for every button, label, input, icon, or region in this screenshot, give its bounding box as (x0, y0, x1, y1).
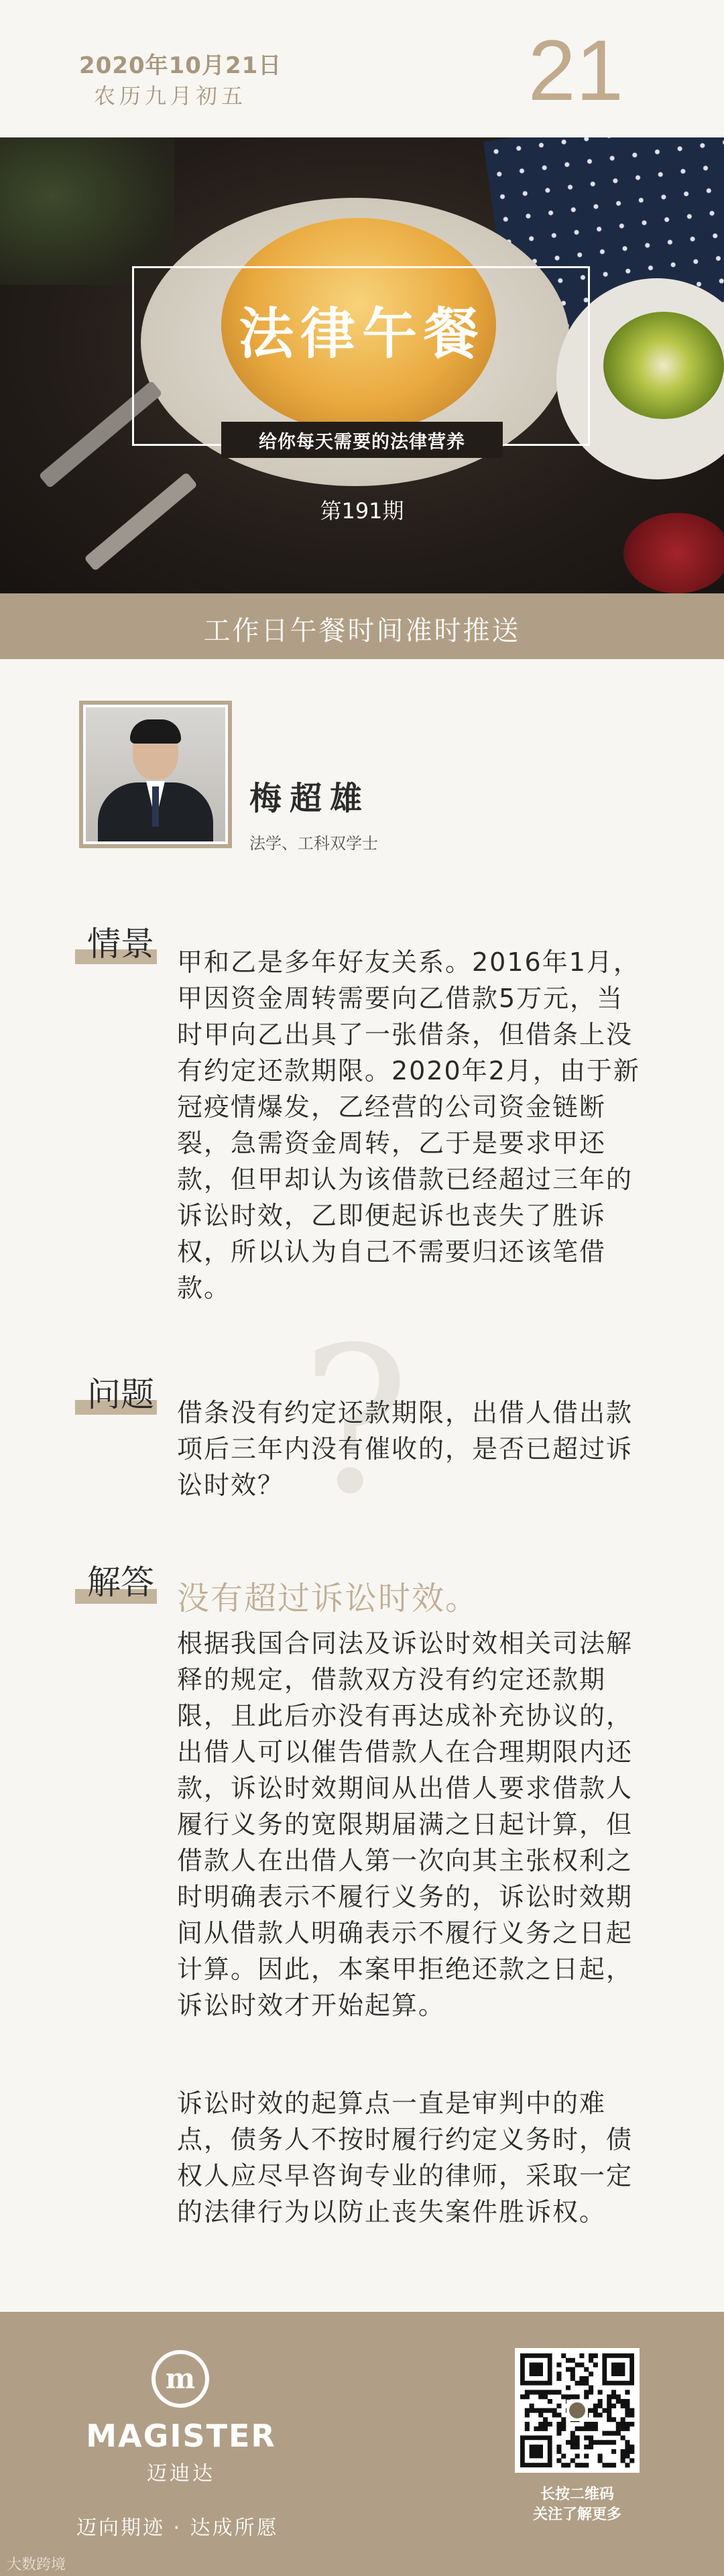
date-text: 2020年10月21日 (79, 52, 282, 79)
qr-caption (489, 2485, 665, 2525)
qr-code[interactable] (515, 2348, 640, 2473)
avatar-tie (152, 786, 159, 827)
avatar (86, 707, 225, 841)
watermark-text: 大数跨境 (7, 2557, 66, 2573)
qr-caption-line-2: 关注了解更多 (532, 2506, 621, 2523)
question-text: 借条没有约定还款期限，出借人借出款项后三年内没有催收的，是否已超过诉讼时效？ (177, 1398, 634, 1500)
hero-banner (0, 137, 724, 593)
brand-slogan: 迈向期迹 · 达成所愿 (76, 2516, 279, 2540)
author-title: 法学、工科双学士 (249, 834, 378, 853)
scenario-text: 甲和乙是多年好友关系。2016年1月，甲因资金周转需要向乙借款5万元，当时甲向乙出具了一张借条，但借条上没有约定还款期限。2020年2月，由于新冠疫情爆发，乙经营的公司资金链断裂，急需资金周转，乙于是要求甲还款，但甲却认为该借款已经超过三年的诉讼时效，乙即便起诉也丧失了胜诉权，所以认为自己不需要归还该笔借款。 (177, 947, 640, 1303)
answer-headline: 没有超过诉讼时效。 (177, 1580, 479, 1617)
question-mark-decor: ? (302, 1304, 410, 1538)
qr-code-icon (515, 2348, 640, 2473)
date-header (0, 0, 724, 137)
brand-name: MAGISTER (86, 2418, 276, 2454)
hero-title: 法律午餐 (238, 302, 485, 366)
issue-number: 第191期 (320, 498, 404, 524)
logo-letter: m (165, 2362, 196, 2395)
scenario-label: 情景 (87, 925, 154, 963)
leaves-decor (0, 137, 174, 285)
answer-label: 解答 (87, 1563, 154, 1602)
hero-subtitle: 给你每天需要的法律营养 (259, 432, 465, 453)
brand-name-cn: 迈迪达 (147, 2462, 215, 2485)
push-schedule-bar (0, 593, 724, 659)
berries-image (623, 513, 724, 593)
qr-caption-line-1: 长按二维码 (540, 2486, 614, 2503)
question-label: 问题 (87, 1375, 154, 1414)
answer-paragraph-1: 根据我国合同法及诉讼时效相关司法解释的规定，借款双方没有约定还款期限，且此后亦没有再达成补充协议的，出借人可以催告借款人在合理期限内还款，诉讼时效期间从出借人要求借款人履行义务的宽限期届满之日起计算，但借款人在出借人第一次向其主张权利之时明确表示不履行义务的，诉讼时效期间从借款人明确表示不履行义务之日起计算。因此，本案甲拒绝还款之日起，诉讼时效才开始起算。 (177, 1629, 634, 2020)
day-number: 21 (528, 23, 623, 119)
brand-logo-icon (152, 2350, 209, 2408)
lunar-date-text: 农历九月初五 (94, 83, 247, 109)
push-schedule-text: 工作日午餐时间准时推送 (203, 616, 521, 646)
avatar-hair (130, 719, 181, 744)
author-name: 梅超雄 (249, 780, 371, 817)
answer-paragraph-2: 诉讼时效的起算点一直是审判中的难点，债务人不按时履行约定义务时，债权人应尽早咨询专业的律师，采取一定的法律行为以防止丧失案件胜诉权。 (177, 2089, 634, 2227)
